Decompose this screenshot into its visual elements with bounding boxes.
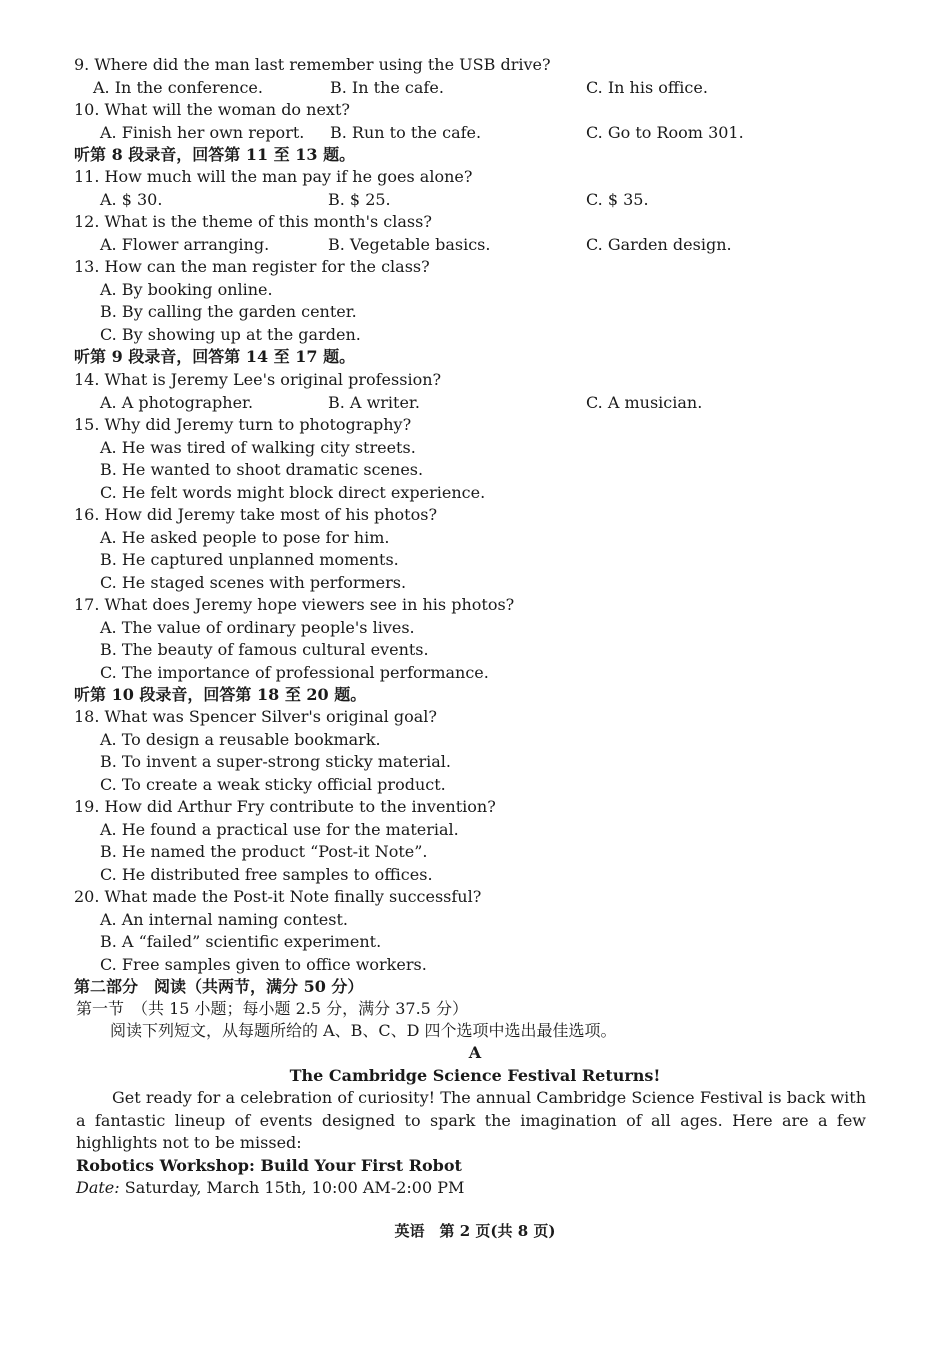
question-13-option-b: B. By calling the garden center. <box>100 302 357 321</box>
question-18-option-b: B. To invent a super-strong sticky material. <box>100 752 451 771</box>
option-a: A. $ 30. <box>100 190 163 209</box>
option-c: C. Go to Room 301. <box>586 123 744 142</box>
passage-letter: A <box>468 1043 482 1062</box>
question-16-option-a: A. He asked people to pose for him. <box>100 528 390 547</box>
section-1-heading: 第一节 （共 15 小题；每小题 2.5 分，满分 37.5 分） <box>76 999 468 1018</box>
section-10-heading: 听第 10 段录音，回答第 18 至 20 题。 <box>74 685 367 704</box>
option-b: B. Run to the cafe. <box>330 123 482 142</box>
question-20-option-c: C. Free samples given to office workers. <box>100 955 427 974</box>
option-a: A. In the conference. <box>93 78 263 97</box>
question-15-option-b: B. He wanted to shoot dramatic scenes. <box>100 460 424 479</box>
question-15-option-c: C. He felt words might block direct experience. <box>100 483 486 502</box>
part-2-heading: 第二部分 阅读（共两节，满分 50 分） <box>74 977 364 996</box>
option-a: A. Flower arranging. <box>100 235 270 254</box>
section-8-heading: 听第 8 段录音，回答第 11 至 13 题。 <box>74 145 356 164</box>
event-date-label: Date: <box>76 1178 120 1197</box>
question-13-option-a: A. By booking online. <box>100 280 273 299</box>
question-19-option-b: B. He named the product “Post-it Note”. <box>100 842 428 861</box>
question-15: 15. Why did Jeremy turn to photography? <box>74 415 412 434</box>
question-17-option-b: B. The beauty of famous cultural events. <box>100 640 429 659</box>
question-18-option-a: A. To design a reusable bookmark. <box>100 730 381 749</box>
question-9: 9. Where did the man last remember using the USB drive? <box>74 55 551 74</box>
page-footer: 英语 第 2 页(共 8 页) <box>394 1222 556 1240</box>
section-9-heading: 听第 9 段录音，回答第 14 至 17 题。 <box>74 347 356 366</box>
question-11: 11. How much will the man pay if he goes alone? <box>74 167 473 186</box>
question-17: 17. What does Jeremy hope viewers see in his photos? <box>74 595 515 614</box>
option-b: B. A writer. <box>328 393 420 412</box>
option-b: B. $ 25. <box>328 190 391 209</box>
question-15-option-a: A. He was tired of walking city streets. <box>100 438 416 457</box>
question-20: 20. What made the Post-it Note finally successful? <box>74 887 482 906</box>
question-16: 16. How did Jeremy take most of his photos? <box>74 505 438 524</box>
reading-instruction: 阅读下列短文，从每题所给的 A、B、C、D 四个选项中选出最佳选项。 <box>110 1021 617 1040</box>
question-13: 13. How can the man register for the class? <box>74 257 430 276</box>
question-14: 14. What is Jeremy Lee's original profession? <box>74 370 442 389</box>
question-18-option-c: C. To create a weak sticky official product. <box>100 775 446 794</box>
question-19-option-a: A. He found a practical use for the material. <box>100 820 459 839</box>
option-a: A. A photographer. <box>100 393 254 412</box>
question-16-option-b: B. He captured unplanned moments. <box>100 550 399 569</box>
option-c: C. Garden design. <box>586 235 732 254</box>
question-20-option-b: B. A “failed” scientific experiment. <box>100 932 382 951</box>
question-13-option-c: C. By showing up at the garden. <box>100 325 361 344</box>
option-c: C. A musician. <box>586 393 703 412</box>
event-date-value: Saturday, March 15th, 10:00 AM-2:00 PM <box>119 1178 465 1197</box>
question-17-option-a: A. The value of ordinary people's lives. <box>100 618 415 637</box>
event-date <box>76 1178 464 1198</box>
question-17-option-c: C. The importance of professional performance. <box>100 663 489 682</box>
question-18: 18. What was Spencer Silver's original goal? <box>74 707 437 726</box>
option-b: B. Vegetable basics. <box>328 235 491 254</box>
passage-title: The Cambridge Science Festival Returns! <box>289 1066 661 1085</box>
option-c: C. In his office. <box>586 78 708 97</box>
passage-intro: Get ready for a celebration of curiosity! The annual Cambridge Science Festival is back with a fantastic lineup of events designed to spark the imagination of all ages. Here are a few highlights not to be missed: <box>76 1088 866 1152</box>
question-19-option-c: C. He distributed free samples to offices. <box>100 865 433 884</box>
question-10: 10. What will the woman do next? <box>74 100 350 119</box>
question-16-option-c: C. He staged scenes with performers. <box>100 573 407 592</box>
question-20-option-a: A. An internal naming contest. <box>100 910 348 929</box>
question-19: 19. How did Arthur Fry contribute to the invention? <box>74 797 496 816</box>
option-a: A. Finish her own report. <box>100 123 305 142</box>
option-b: B. In the cafe. <box>330 78 444 97</box>
question-12: 12. What is the theme of this month's class? <box>74 212 432 231</box>
event-title: Robotics Workshop: Build Your First Robot <box>76 1156 462 1175</box>
option-c: C. $ 35. <box>586 190 649 209</box>
